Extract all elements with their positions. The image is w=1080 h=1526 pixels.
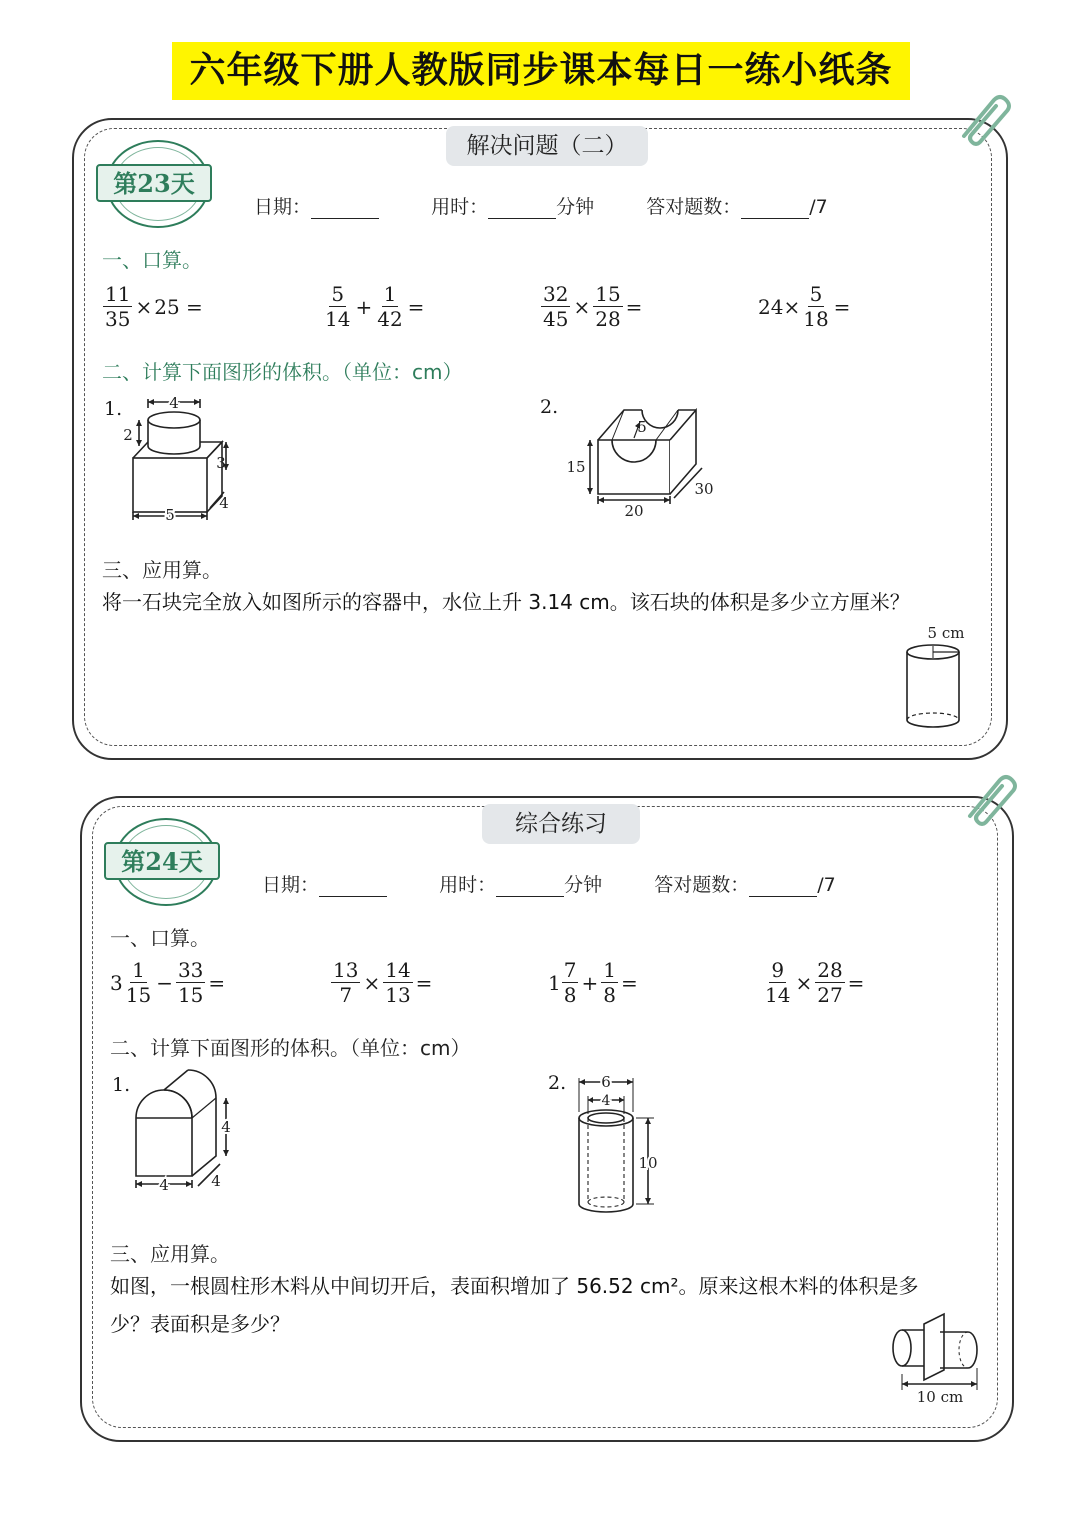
fig1-label-d: 4 [211, 1172, 221, 1190]
time-label: 用时： [431, 196, 489, 218]
section-mental-math: 一、口算。 [110, 926, 210, 950]
date-label: 日期： [262, 874, 320, 896]
meta-row [254, 192, 874, 222]
calc-item-4: $\frac{9}{14}$ × $\frac{28}{27}$ = [765, 958, 865, 1007]
time-blank[interactable] [496, 876, 564, 897]
application-problem: 将一石块完全放入如图所示的容器中，水位上升 3.14 cm。该石块的体积是多少立方厘米？ [102, 590, 910, 614]
paperclip-icon [956, 766, 1020, 830]
score-total: /7 [809, 196, 828, 218]
section-volume: 二、计算下面图形的体积。（单位：cm） [102, 360, 463, 384]
time-blank[interactable] [488, 198, 556, 219]
figure-cylinder-on-box [118, 390, 248, 522]
calc-item-2: $\frac{5}{14}$ + $\frac{1}{42}$ = [325, 282, 425, 331]
figure-grooved-block [560, 402, 730, 522]
date-blank[interactable] [311, 198, 379, 219]
fig2-label-r: 5 [637, 418, 647, 436]
calc-item-3: 1 $\frac{7}{8}$ + $\frac{1}{8}$ = [548, 958, 638, 1007]
fig1-label-top: 4 [169, 394, 179, 412]
fig2-label-d: 30 [694, 480, 714, 498]
figure-number-2: 2. [540, 396, 559, 418]
score-blank[interactable] [741, 198, 809, 219]
fig2-label-h: 10 [638, 1154, 658, 1172]
fig2-label-inner: 4 [601, 1093, 611, 1109]
topic-title: 解决问题（二） [446, 126, 648, 166]
fig2-label-h: 15 [566, 458, 586, 476]
topic-title: 综合练习 [482, 804, 640, 844]
fig2-label-w: 20 [624, 502, 644, 520]
score-total: /7 [817, 874, 836, 896]
fig1-label-cyl-h: 2 [123, 426, 133, 444]
fig1-label-box-w: 5 [165, 506, 175, 522]
section-volume: 二、计算下面图形的体积。（单位：cm） [110, 1036, 471, 1060]
page-title: 六年级下册人教版同步课本每日一练小纸条 [172, 42, 910, 100]
section-application: 三、应用算。 [110, 1242, 230, 1266]
fig1-label-h: 4 [221, 1118, 231, 1136]
calc-item-2: $\frac{13}{7}$ × $\frac{14}{13}$ = [333, 958, 433, 1007]
calc-item-1: 3 $\frac{1}{15}$ − $\frac{33}{15}$ = [110, 958, 226, 1007]
fig1-label-box-h: 3 [216, 454, 226, 472]
day-badge: 第24天 [104, 842, 220, 880]
date-blank[interactable] [319, 876, 387, 897]
meta-row [262, 870, 882, 900]
application-problem-line-2: 少？表面积是多少？ [110, 1312, 290, 1336]
section-mental-math: 一、口算。 [102, 248, 202, 272]
time-label: 用时： [439, 874, 497, 896]
figure-arched-box [126, 1064, 246, 1194]
calc-item-3: $\frac{32}{45}$ × $\frac{15}{28}$ = [543, 282, 643, 331]
fig1-label-box-d: 4 [219, 494, 229, 512]
figure-hollow-tube [570, 1068, 670, 1228]
time-unit: 分钟 [564, 874, 603, 896]
container-label: 5 cm [927, 624, 965, 642]
fig2-label-outer: 6 [601, 1073, 611, 1091]
score-label: 答对题数： [654, 874, 750, 896]
fig1-label-w: 4 [159, 1176, 169, 1194]
score-label: 答对题数： [646, 196, 742, 218]
date-label: 日期： [254, 196, 312, 218]
calc-item-1: $\frac{11}{35}$ × 25 = [105, 282, 203, 331]
application-problem-line-1: 如图，一根圆柱形木料从中间切开后，表面积增加了 56.52 cm²。原来这根木料的体积是多 [110, 1274, 919, 1298]
figure-number-1: 1. [112, 1074, 131, 1096]
section-application: 三、应用算。 [102, 558, 222, 582]
figure-cut-log [884, 1310, 988, 1406]
day-badge: 第23天 [96, 164, 212, 202]
log-label: 10 cm [916, 1388, 964, 1406]
figure-container [896, 620, 976, 740]
time-unit: 分钟 [556, 196, 595, 218]
calc-item-4: 24× $\frac{5}{18}$ = [758, 282, 851, 331]
paperclip-icon [950, 86, 1014, 150]
figure-number-1: 1. [104, 398, 123, 420]
figure-number-2: 2. [548, 1072, 567, 1094]
score-blank[interactable] [749, 876, 817, 897]
